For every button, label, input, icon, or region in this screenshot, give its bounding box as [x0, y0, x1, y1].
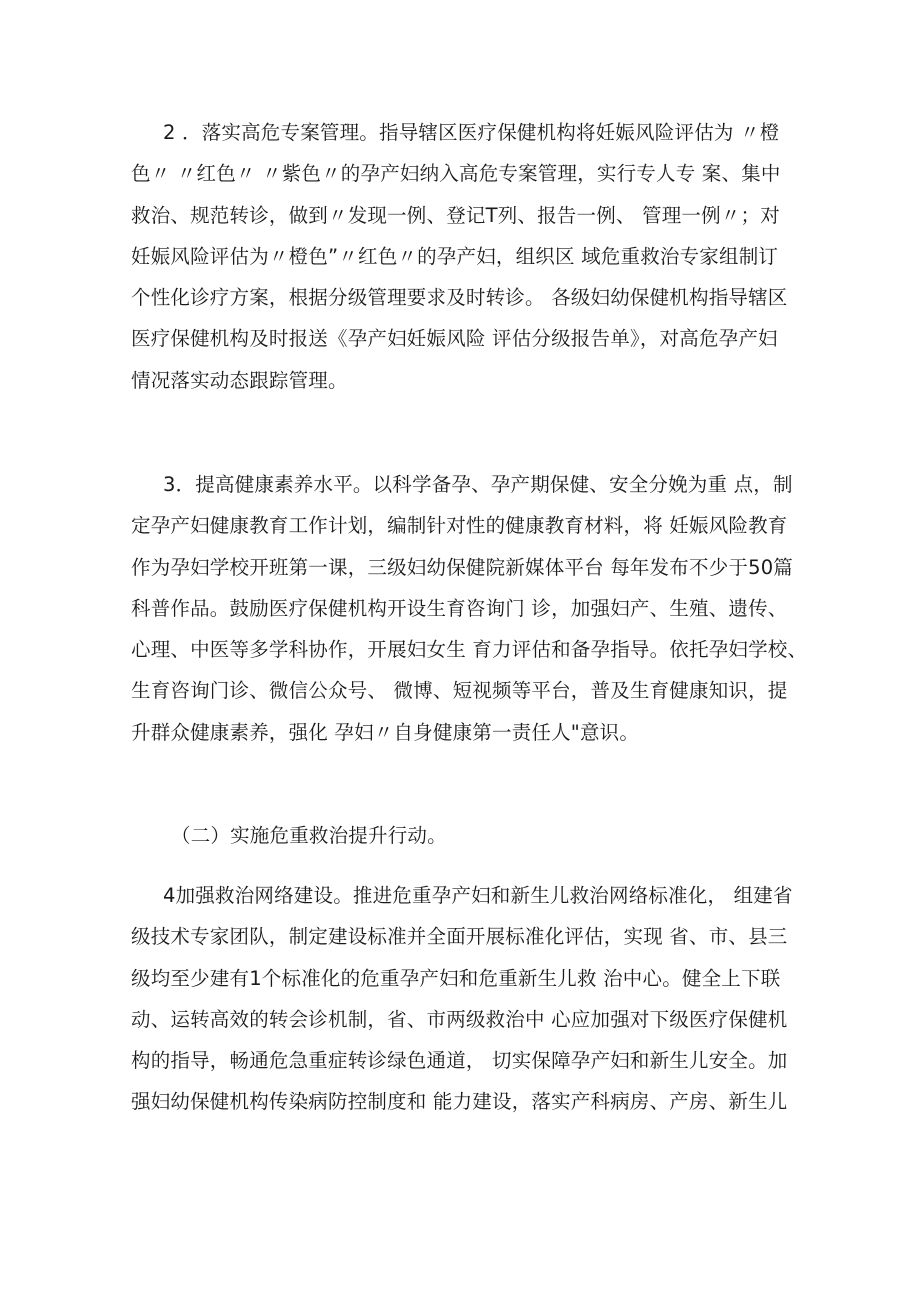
text-line: 作为孕妇学校开班第一课，三级妇幼保健院新媒体平台 每年发布不少于50篇: [131, 555, 794, 579]
text-line: 心理、中医等多学科协作，开展妇女生 育力评估和备孕指导。依托孕妇学校、: [131, 638, 808, 662]
paragraph-item-2: [131, 112, 811, 401]
text-line: 救治、规范转诊，做到〃发现一例、登记T列、报告一例、 管理一例〃；对: [131, 203, 780, 227]
text-line: 构的指导，畅通危急重症转诊绿色通道， 切实保障孕产妇和新生儿安全。加: [131, 1049, 788, 1073]
text-line: 2 ．落实高危专案管理。指导辖区医疗保健机构将妊娠风险评估为 〃橙: [163, 121, 780, 144]
text-line: 定孕产妇健康教育工作计划，编制针对性的健康教育材料，将 妊娠风险教育: [131, 514, 788, 538]
text-line: 动、运转高效的转会诊机制，省、市两级救治中 心应加强对下级医疗保健机: [131, 1007, 788, 1031]
text-line: 级技术专家团队，制定建设标准并全面开展标准化评估，实现 省、市、县三: [131, 925, 788, 949]
text-line: 妊娠风险评估为〃橙色”〃红色〃的孕产妇，组织区 域危重救治专家组制订: [131, 244, 779, 268]
text-line: 情况落实动态跟踪管理。: [131, 368, 348, 392]
section-heading: [131, 815, 811, 856]
paragraph-item-3: [131, 464, 811, 753]
section-title: （二）实施危重救治提升行动。: [171, 824, 447, 847]
text-line: 3．提高健康素养水平。以科学备孕、孕产期保健、安全分娩为重 点，制: [163, 473, 793, 496]
text-line: 级均至少建有1个标准化的危重孕产妇和危重新生儿救 治中心。健全上下联: [131, 966, 781, 990]
text-line: 科普作品。鼓励医疗保健机构开设生育咨询门 诊，加强妇产、生殖、遗传、: [131, 596, 788, 620]
paragraph-item-4: [131, 875, 811, 1123]
text-line: 4加强救治网络建设。推进危重孕产妇和新生儿救治网络标准化， 组建省: [163, 884, 793, 907]
text-line: 生育咨询门诊、微信公众号、 微博、短视频等平台，普及生育健康知识，提: [131, 679, 788, 703]
text-line: 个性化诊疗方案，根据分级管理要求及时转诊。 各级妇幼保健机构指导辖区: [131, 286, 788, 310]
text-line: 强妇幼保健机构传染病防控制度和 能力建设，落实产科病房、产房、新生儿: [131, 1090, 788, 1114]
text-line: 升群众健康素养，强化 孕妇〃自身健康第一责任人"意识。: [131, 720, 640, 744]
text-line: 色〃 〃红色〃 〃紫色〃的孕产妇纳入高危专案管理，实行专人专 案、集中: [131, 162, 781, 186]
text-line: 医疗保健机构及时报送《孕产妇妊娠风险 评估分级报告单》，对高危孕产妇: [131, 327, 778, 351]
